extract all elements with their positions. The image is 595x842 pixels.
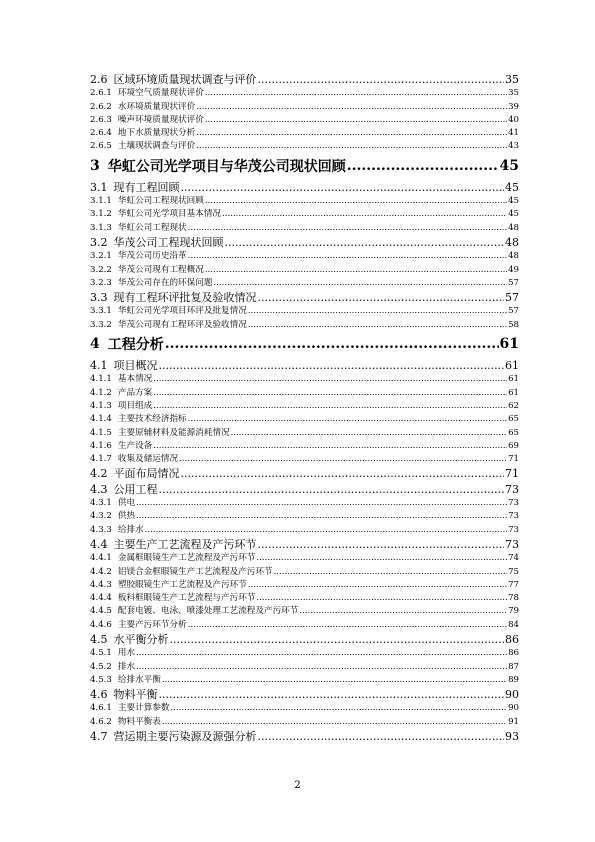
toc-entry-number: 4.1.3 [90, 400, 112, 411]
toc-entry-page: 40 [508, 114, 519, 125]
toc-entry-page: 35 [505, 73, 519, 86]
toc-entry-page: 57 [505, 291, 519, 305]
toc-entry-number: 3.3.2 [90, 319, 112, 330]
toc-entry-2-6-5[interactable] [90, 139, 519, 152]
toc-dot-leader [205, 115, 507, 125]
toc-entry-title: 水平衡分析 [113, 632, 169, 646]
toc-dot-leader [196, 102, 507, 112]
toc-entry-4-3-3[interactable] [90, 523, 519, 536]
toc-entry-2-6[interactable] [90, 71, 519, 86]
toc-entry-page: 48 [508, 251, 519, 262]
toc-dot-leader [170, 633, 505, 646]
toc-dot-leader [205, 265, 507, 275]
toc-entry-number: 4.4.4 [90, 593, 112, 604]
toc-entry-title: 物料平衡 [113, 688, 158, 702]
toc-entry-4-1-6[interactable] [90, 439, 519, 452]
toc-entry-page: 91 [508, 716, 519, 727]
toc-entry-page: 61 [505, 359, 519, 373]
toc-entry-title: 地下水质量现状分析 [117, 128, 196, 139]
toc-entry-page: 90 [508, 703, 519, 714]
toc-entry-page: 61 [508, 374, 519, 385]
toc-entry-number: 3.2.2 [90, 264, 112, 275]
toc-dot-leader [248, 320, 507, 330]
toc-dot-leader [153, 388, 507, 398]
toc-entry-title: 土壤现状调查与评价 [117, 141, 196, 152]
toc-entry-3-1-1[interactable] [90, 194, 519, 207]
toc-entry-page: 73 [505, 482, 519, 496]
toc-entry-number: 4.4.2 [90, 566, 112, 577]
toc-dot-leader [248, 306, 507, 316]
toc-entry-page: 71 [505, 467, 519, 481]
toc-entry-4-1-3[interactable] [90, 399, 519, 412]
toc-entry-page: 58 [508, 319, 519, 330]
toc-entry-page: 87 [508, 661, 519, 672]
toc-dot-leader [179, 454, 507, 464]
toc-entry-4-4-2[interactable] [90, 565, 519, 578]
toc-entry-title: 配套电镀、电泳、喷漆处理工艺流程及产污环节 [117, 606, 299, 617]
toc-entry-number: 3.1.2 [90, 209, 112, 220]
toc-dot-leader [162, 675, 507, 685]
toc-entry-4-2[interactable] [90, 465, 519, 480]
toc-entry-4[interactable] [90, 331, 519, 357]
toc-entry-number: 4.5.2 [90, 661, 112, 672]
toc-entry-number: 4.7 [90, 730, 108, 744]
toc-entry-4-4-5[interactable] [90, 604, 519, 617]
toc-entry-page: 73 [508, 498, 519, 509]
toc-entry-3-2-1[interactable] [90, 249, 519, 262]
toc-entry-number: 4.1.5 [90, 427, 112, 438]
toc-entry-title: 公用工程 [113, 482, 158, 496]
toc-entry-4-3-2[interactable] [90, 509, 519, 522]
toc-entry-title: 区域环境质量现状调查与评价 [113, 73, 257, 86]
toc-entry-3-1-2[interactable] [90, 207, 519, 220]
toc-dot-leader [162, 717, 507, 727]
toc-entry-page: 79 [508, 606, 519, 617]
toc-entry-4-4-1[interactable] [90, 551, 519, 564]
toc-entry-number: 4.6.2 [90, 716, 112, 727]
toc-dot-leader [188, 414, 507, 424]
toc-entry-number: 4.3 [90, 482, 108, 496]
toc-entry-page: 75 [508, 566, 519, 577]
toc-entry-number: 4.4.5 [90, 606, 112, 617]
toc-entry-number: 4.3.1 [90, 498, 112, 509]
toc-entry-number: 4.4.6 [90, 619, 112, 630]
toc-dot-leader [258, 291, 505, 304]
toc-entry-4-1-4[interactable] [90, 412, 519, 425]
toc-entry-number: 4.1.4 [90, 414, 112, 425]
table-of-contents [90, 71, 519, 743]
toc-entry-number: 4.6 [90, 688, 108, 702]
toc-dot-leader [153, 441, 507, 451]
toc-entry-page: 73 [505, 537, 519, 551]
toc-entry-title: 工程分析 [107, 337, 164, 354]
toc-entry-title: 给排水平衡 [117, 674, 161, 685]
toc-entry-page: 90 [505, 688, 519, 702]
toc-entry-page: 65 [508, 414, 519, 425]
toc-entry-title: 主要产污环节分析 [117, 619, 187, 630]
toc-entry-title: 华茂公司现有工程概况 [117, 264, 204, 275]
toc-entry-page: 62 [508, 400, 519, 411]
toc-entry-title: 供电 [117, 498, 136, 509]
toc-entry-4-5-2[interactable] [90, 660, 519, 673]
toc-entry-page: 69 [508, 440, 519, 451]
toc-entry-4-7[interactable] [90, 728, 519, 743]
toc-entry-title: 华虹公司工程现状回顾 [117, 196, 204, 207]
toc-dot-leader [222, 209, 507, 219]
toc-entry-number: 4.6.1 [90, 703, 112, 714]
toc-entry-page: 61 [508, 387, 519, 398]
toc-dot-leader [225, 236, 505, 249]
toc-entry-number: 4.4.1 [90, 553, 112, 564]
toc-dot-leader [258, 730, 505, 743]
toc-entry-number: 4.3.3 [90, 524, 112, 535]
toc-entry-3-3[interactable] [90, 289, 519, 304]
toc-entry-title: 主要原辅材料及能源消耗情况 [117, 427, 230, 438]
toc-dot-leader [256, 553, 507, 563]
toc-entry-number: 3.1.1 [90, 196, 112, 207]
toc-entry-number: 4.5.1 [90, 648, 112, 659]
toc-entry-title: 华茂公司历史沿革 [117, 251, 187, 262]
toc-dot-leader [205, 196, 507, 206]
toc-entry-4-1[interactable] [90, 357, 519, 372]
toc-entry-3-3-1[interactable] [90, 304, 519, 317]
toc-entry-number: 4.5.3 [90, 674, 112, 685]
toc-dot-leader [205, 88, 507, 98]
toc-entry-page: 43 [508, 141, 519, 152]
toc-entry-3-1[interactable] [90, 179, 519, 194]
toc-entry-number: 2.6.3 [90, 114, 112, 125]
toc-dot-leader [136, 511, 507, 521]
toc-entry-number: 4.4 [90, 537, 108, 551]
toc-entry-number: 2.6.4 [90, 128, 112, 139]
toc-dot-leader [299, 606, 507, 616]
toc-entry-number: 4.4.3 [90, 579, 112, 590]
toc-entry-4-5[interactable] [90, 631, 519, 646]
toc-entry-4-5-1[interactable] [90, 646, 519, 659]
toc-dot-leader [159, 359, 505, 372]
toc-entry-number: 4 [90, 336, 100, 353]
toc-entry-title: 产品方案 [117, 387, 153, 398]
toc-entry-page: 84 [508, 619, 519, 630]
toc-entry-page: 73 [508, 524, 519, 535]
toc-entry-4-1-1[interactable] [90, 372, 519, 385]
toc-entry-4-1-5[interactable] [90, 426, 519, 439]
toc-entry-title: 生产设备 [117, 440, 153, 451]
toc-entry-page: 57 [508, 306, 519, 317]
toc-entry-title: 物料平衡表 [117, 716, 161, 727]
toc-entry-number: 3.2.1 [90, 251, 112, 262]
toc-entry-3-3-2[interactable] [90, 318, 519, 331]
toc-entry-page: 41 [508, 128, 519, 139]
toc-dot-leader [181, 181, 505, 194]
toc-entry-page: 77 [508, 579, 519, 590]
toc-entry-4-4-6[interactable] [90, 618, 519, 631]
toc-entry-title: 供热 [117, 511, 136, 522]
page-number: 2 [294, 780, 301, 791]
toc-entry-title: 基本情况 [117, 374, 153, 385]
toc-entry-number: 2.6.2 [90, 101, 112, 112]
toc-entry-title: 现有工程回顾 [113, 180, 180, 194]
toc-dot-leader [136, 648, 507, 658]
toc-entry-title: 板料框眼镜生产工艺流程与产污环节 [117, 593, 256, 604]
toc-entry-4-4-3[interactable] [90, 578, 519, 591]
toc-entry-number: 3.1.3 [90, 222, 112, 233]
toc-entry-page: 45 [508, 209, 519, 220]
toc-entry-number: 3 [90, 157, 100, 174]
toc-entry-title: 华茂公司现有工程环评及验收情况 [117, 319, 247, 330]
toc-entry-number: 4.2 [90, 467, 108, 481]
toc-entry-2-6-3[interactable] [90, 113, 519, 126]
toc-entry-number: 4.1.6 [90, 440, 112, 451]
toc-entry-title: 华茂公司存在的环保问题 [117, 277, 213, 288]
toc-entry-page: 45 [505, 180, 519, 194]
toc-dot-leader [159, 483, 505, 496]
toc-entry-title: 现有工程环评批复及验收情况 [113, 291, 257, 305]
toc-entry-page: 74 [508, 553, 519, 564]
toc-entry-title: 噪声环境质量现状评价 [117, 114, 204, 125]
toc-entry-number: 2.6.5 [90, 141, 112, 152]
toc-entry-page: 78 [508, 593, 519, 604]
toc-dot-leader [258, 538, 505, 551]
toc-entry-number: 3.2 [90, 235, 108, 249]
toc-entry-title: 主要计算参数 [117, 703, 170, 714]
toc-entry-title: 给排水 [117, 524, 144, 535]
toc-entry-title: 主要技术经济指标 [117, 414, 187, 425]
toc-dot-leader [145, 525, 507, 535]
toc-entry-page: 49 [508, 264, 519, 275]
toc-entry-title: 排水 [117, 661, 136, 672]
toc-entry-page: 61 [499, 336, 519, 353]
toc-entry-title: 主要生产工艺流程及产污环节 [113, 537, 257, 551]
toc-dot-leader [136, 662, 507, 672]
toc-entry-page: 48 [505, 235, 519, 249]
toc-entry-title: 项目概况 [113, 359, 158, 373]
toc-entry-number: 3.3 [90, 291, 108, 305]
toc-entry-4-1-2[interactable] [90, 386, 519, 399]
toc-entry-number: 3.2.3 [90, 277, 112, 288]
toc-dot-leader [188, 251, 507, 261]
toc-entry-title: 铝镁合金框眼镜生产工艺流程及产污环节 [117, 566, 273, 577]
toc-dot-leader [153, 401, 507, 411]
toc-entry-page: 65 [508, 427, 519, 438]
toc-entry-number: 3.1 [90, 180, 108, 194]
toc-entry-page: 48 [508, 222, 519, 233]
toc-entry-title: 环境空气质量现状评价 [117, 88, 204, 99]
toc-dot-leader [196, 128, 507, 138]
toc-entry-4-4[interactable] [90, 536, 519, 551]
toc-dot-leader [165, 336, 499, 352]
toc-entry-title: 水环境质量现状评价 [117, 101, 196, 112]
toc-entry-number: 4.1.1 [90, 374, 112, 385]
toc-entry-title: 平面布局情况 [113, 467, 180, 481]
toc-dot-leader [188, 223, 507, 233]
toc-entry-4-6-2[interactable] [90, 715, 519, 728]
toc-entry-number: 4.5 [90, 632, 108, 646]
toc-entry-title: 项目组成 [117, 400, 153, 411]
toc-dot-leader [170, 703, 507, 713]
toc-entry-page: 86 [508, 648, 519, 659]
toc-entry-page: 89 [508, 674, 519, 685]
toc-entry-4-6-1[interactable] [90, 701, 519, 714]
toc-entry-title: 金属框眼镜生产工艺流程及产污环节 [117, 553, 256, 564]
toc-entry-3[interactable] [90, 153, 519, 179]
toc-entry-title: 收集及储运情况 [117, 454, 179, 465]
toc-entry-number: 3.3.1 [90, 306, 112, 317]
toc-entry-4-4-4[interactable] [90, 591, 519, 604]
toc-dot-leader [159, 688, 505, 701]
toc-entry-2-6-4[interactable] [90, 126, 519, 139]
toc-dot-leader [258, 73, 505, 86]
toc-entry-page: 73 [508, 511, 519, 522]
toc-entry-title: 华虹公司光学项目基本情况 [117, 209, 222, 220]
toc-entry-title: 华虹公司光学项目与华茂公司现状回顾 [107, 158, 346, 175]
toc-entry-number: 4.3.2 [90, 511, 112, 522]
toc-dot-leader [181, 467, 505, 480]
toc-entry-2-6-1[interactable] [90, 86, 519, 99]
toc-dot-leader [213, 278, 507, 288]
toc-entry-page: 45 [499, 157, 519, 174]
toc-dot-leader [256, 593, 507, 603]
toc-entry-4-3[interactable] [90, 481, 519, 496]
toc-entry-page: 45 [508, 196, 519, 207]
toc-dot-leader [248, 580, 507, 590]
toc-entry-title: 营运期主要污染源及源强分析 [113, 730, 257, 744]
toc-entry-3-2-2[interactable] [90, 263, 519, 276]
toc-entry-page: 35 [508, 88, 519, 99]
toc-entry-3-2-3[interactable] [90, 276, 519, 289]
toc-entry-number: 4.1 [90, 359, 108, 373]
toc-entry-title: 用水 [117, 648, 136, 659]
toc-entry-number: 4.1.2 [90, 387, 112, 398]
toc-entry-page: 71 [508, 454, 519, 465]
toc-entry-page: 93 [505, 730, 519, 744]
toc-entry-page: 39 [508, 101, 519, 112]
toc-entry-number: 2.6 [90, 73, 108, 86]
toc-dot-leader [136, 498, 507, 508]
toc-entry-3-2[interactable] [90, 234, 519, 249]
toc-dot-leader [274, 567, 507, 577]
toc-entry-number: 4.1.7 [90, 454, 112, 465]
toc-entry-page: 57 [508, 277, 519, 288]
toc-entry-2-6-2[interactable] [90, 100, 519, 113]
toc-entry-number: 2.6.1 [90, 88, 112, 99]
toc-entry-3-1-3[interactable] [90, 221, 519, 234]
toc-entry-4-5-3[interactable] [90, 673, 519, 686]
toc-dot-leader [153, 374, 507, 384]
toc-dot-leader [188, 620, 507, 630]
toc-entry-title: 塑胶眼镜生产工艺流程及产污环节 [117, 579, 247, 590]
toc-entry-4-3-1[interactable] [90, 496, 519, 509]
toc-dot-leader [231, 428, 507, 438]
toc-entry-title: 华虹公司光学项目环评及批复情况 [117, 306, 247, 317]
toc-dot-leader [196, 141, 507, 151]
toc-entry-4-6[interactable] [90, 686, 519, 701]
toc-entry-title: 华虹公司工程现状 [117, 222, 187, 233]
toc-dot-leader [347, 158, 499, 174]
toc-entry-page: 86 [505, 632, 519, 646]
toc-entry-4-1-7[interactable] [90, 452, 519, 465]
toc-entry-title: 华茂公司工程现状回顾 [113, 235, 224, 249]
